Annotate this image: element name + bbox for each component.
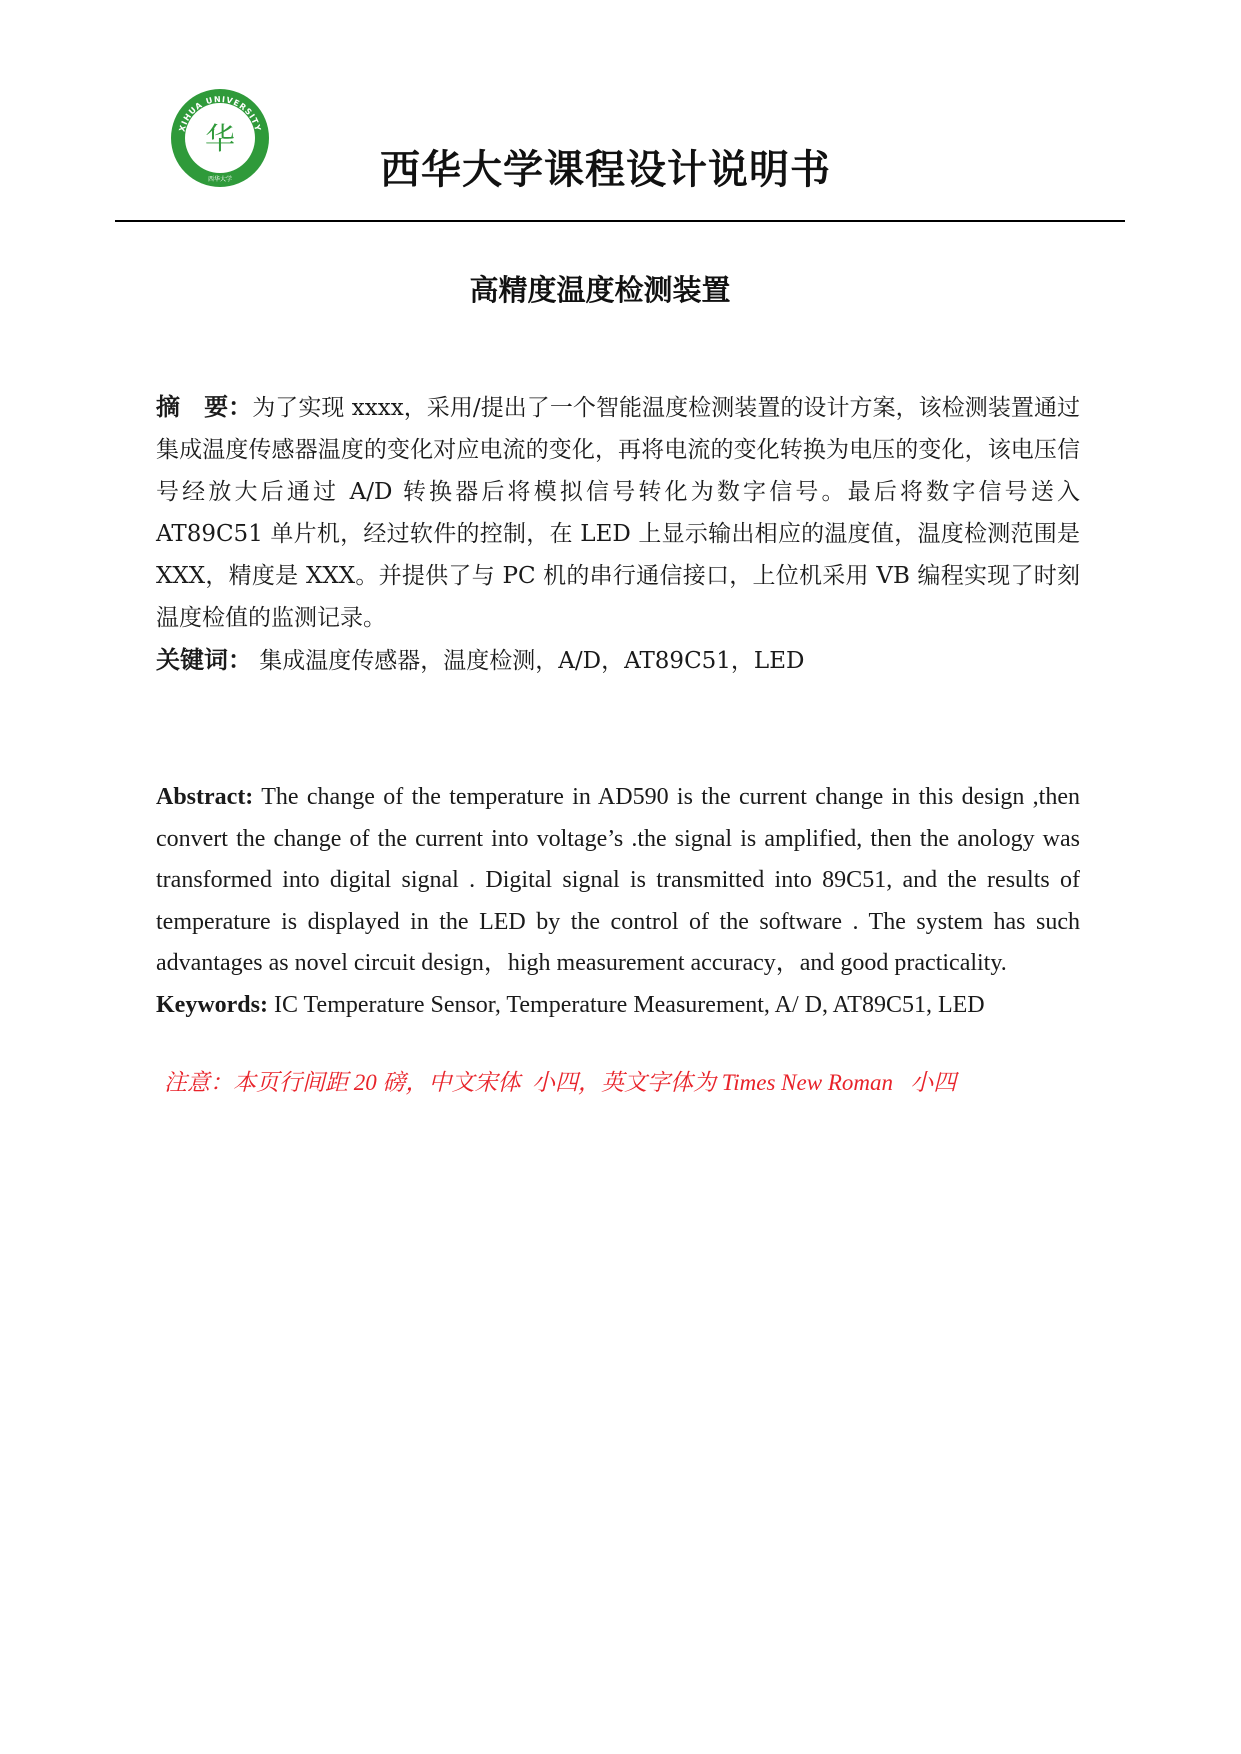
english-keywords (156, 985, 1080, 1027)
logo-glyph: 华 (205, 122, 235, 157)
english-abstract-text: The change of the temperature in AD590 is the current change in this design ,then convert the change of the current into voltage’s .the signal is amplified, then the anology was transformed into digital signal . Digital signal is transmitted into 89C51, and the results of temperature is displayed in the LED by the control of the software . The system has such advantages as novel circuit design，high measurement accuracy，and good practicality. (156, 784, 1080, 976)
paper-title: 高精度温度检测装置 (469, 273, 731, 307)
chinese-keywords-text: 集成温度传感器，温度检测，A/D，AT89C51，LED (252, 648, 805, 674)
chinese-abstract-text: 为了实现 xxxx，采用/提出了一个智能温度检测装置的设计方案，该检测装置通过集成温度传感器温度的变化对应电流的变化，再将电流的变化转换为电压的变化，该电压信号经放大后通过 A/D 转换器后将模拟信号转化为数字信号。最后将数字信号送入 AT89C51 单片机，经过软件的控制，在 LED 上显示输出相应的温度值，温度检测范围是 XXX，精度是 XXX。并提供了与 PC 机的串行通信接口，上位机采用 VB 编程实现了时刻温度检值的监测记录。 (156, 395, 1081, 631)
english-keywords-text: IC Temperature Sensor, Temperature Measurement, A/ D, AT89C51, LED (267, 991, 985, 1018)
formatting-note: 注意：本页行间距 20 磅，中文宋体 小四，英文字体为 Times New Roman 小四 (164, 1070, 957, 1095)
english-keywords-label: Keywords: (156, 991, 268, 1018)
abstract-section (156, 386, 1080, 1097)
university-logo (170, 88, 270, 188)
logo-ring-text: XIHUA UNIVERSITY (177, 94, 263, 133)
english-abstract-label: Abstract: (156, 784, 254, 810)
english-abstract (156, 777, 1080, 985)
chinese-abstract (156, 386, 1080, 639)
header-divider (115, 220, 1125, 222)
document-title: 西华大学课程设计说明书 (380, 147, 831, 193)
logo-bottom-text: 西华大学 (207, 176, 233, 183)
chinese-keywords (156, 639, 1080, 682)
chinese-keywords-label: 关键词： (156, 646, 252, 674)
page-header (0, 0, 1241, 230)
chinese-abstract-label: 摘 要： (156, 393, 253, 421)
